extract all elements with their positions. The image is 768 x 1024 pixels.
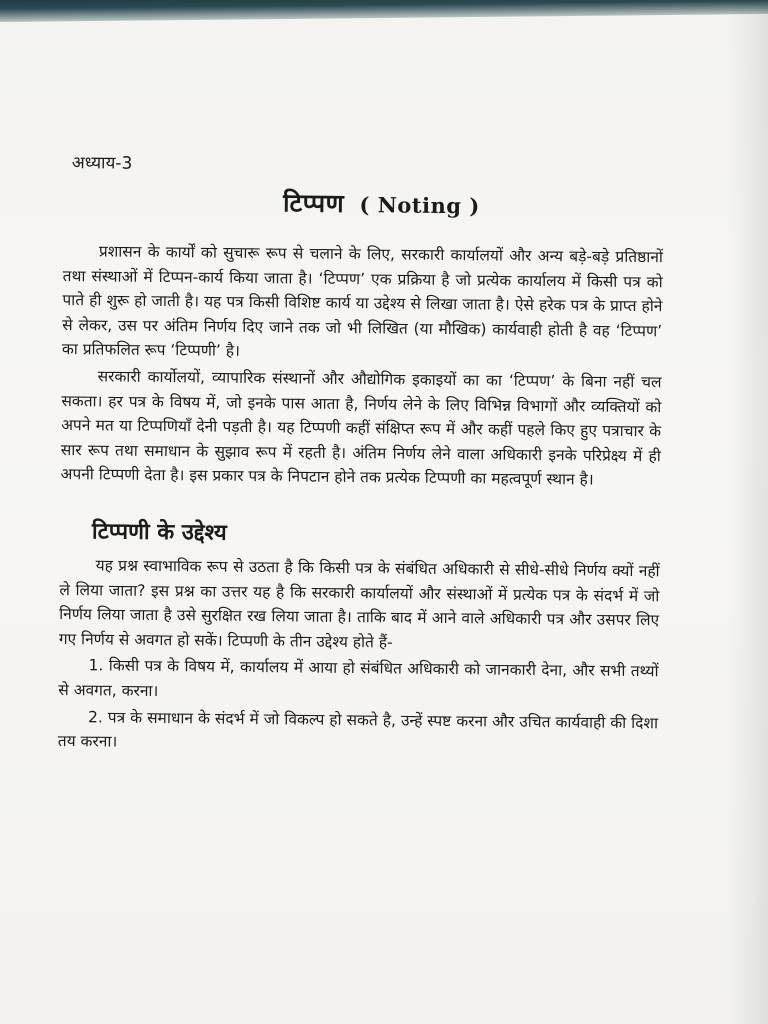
list-item-2: 2. पत्र के समाधान के संदर्भ में जो विकल्प हो सकते है, उन्हें स्पष्ट करना और उचित कार्यवाही की दिशा तय करना। — [57, 707, 659, 751]
chapter-label: अध्याय-3 — [71, 153, 133, 174]
page-content — [58, 150, 664, 760]
title-hindi: टिप्पण — [282, 188, 345, 218]
list-item-1: 1. किसी पत्र के विषय में, कार्यालय में आया हो संबंधित अधिकारी को जानकारी देना, और सभी तथ्यों से अवगत, करना। — [58, 656, 659, 700]
section-heading: टिप्पणी के उद्देश्य — [91, 519, 227, 546]
page-top-edge — [0, 0, 768, 22]
chapter-title — [99, 183, 663, 223]
title-english: ( Noting ) — [359, 192, 480, 219]
page-shadow — [728, 0, 768, 1024]
paragraph-2: सरकारी कार्योलयों, व्यापारिक संस्थानों और औद्योगिक इकाइयों का का ‘टिप्पण’ के बिना नहीं चल सकता। हर पत्र के विषय में, जो इनके पास आता है, निर्णय लेने के लिए विभिन्न विभागों और व्यक्तियों को अपने मत या टिप्पणियाँ देनी पड़ती है। यह टिप्पणी कहीं संक्षिप्त रूप में और कहीं पहले किए हुए पत्राचार के सार रूप तथा समाधान के सुझाव रूप में रहती है। अंतिम निर्णय लेने वाला अधिकारी इनके परिप्रेक्ष्य में ही अपनी टिप्पणी देता है। इस प्रकार पत्र के निपटान होने तक प्रत्येक टिप्पणी का महत्वपूर्ण स्थान है। — [60, 367, 662, 489]
section-intro: यह प्रश्न स्वाभाविक रूप से उठता है कि किसी पत्र के संबंधित अधिकारी से सीधे-सीधे निर्णय क्यों नहीं ले लिया जाता? इस प्रश्न का उत्तर यह है कि सरकारी कार्यालयों और संस्थाओं में प्रत्येक पत्र के संदर्भ में जो निर्णय लिया जाता है उसे सुरक्षित रख लिया जाता है। ताकि बाद में आने वाले अधिकारी पत्र और उसपर लिए गए निर्णय से अवगत हो सकें। टिप्पणी के तीन उद्देश्य होते हैं- — [58, 556, 660, 652]
paragraph-1: प्रशासन के कार्यों को सुचारू रूप से चलाने के लिए, सरकारी कार्यालयों और अन्य बड़े-बड़े प्रतिष्ठानों तथा संस्थाओं में टिप्पन-कार्य किया जाता है। ‘टिप्पण’ एक प्रक्रिया है जो प्रत्येक कार्यालय में किसी पत्र को पाते ही शुरू हो जाती है। यह पत्र किसी विशिष्ट कार्य या उद्देश्य से लिखा जाता है। ऐसे हरेक पत्र के प्राप्त होने से लेकर, उस पर अंतिम निर्णय दिए जाने तक जो भी लिखित (या मौखिक) कार्यवाही होती है वह ‘टिप्पण’ का प्रतिफलित रूप ‘टिप्पणी’ है। — [61, 242, 664, 361]
